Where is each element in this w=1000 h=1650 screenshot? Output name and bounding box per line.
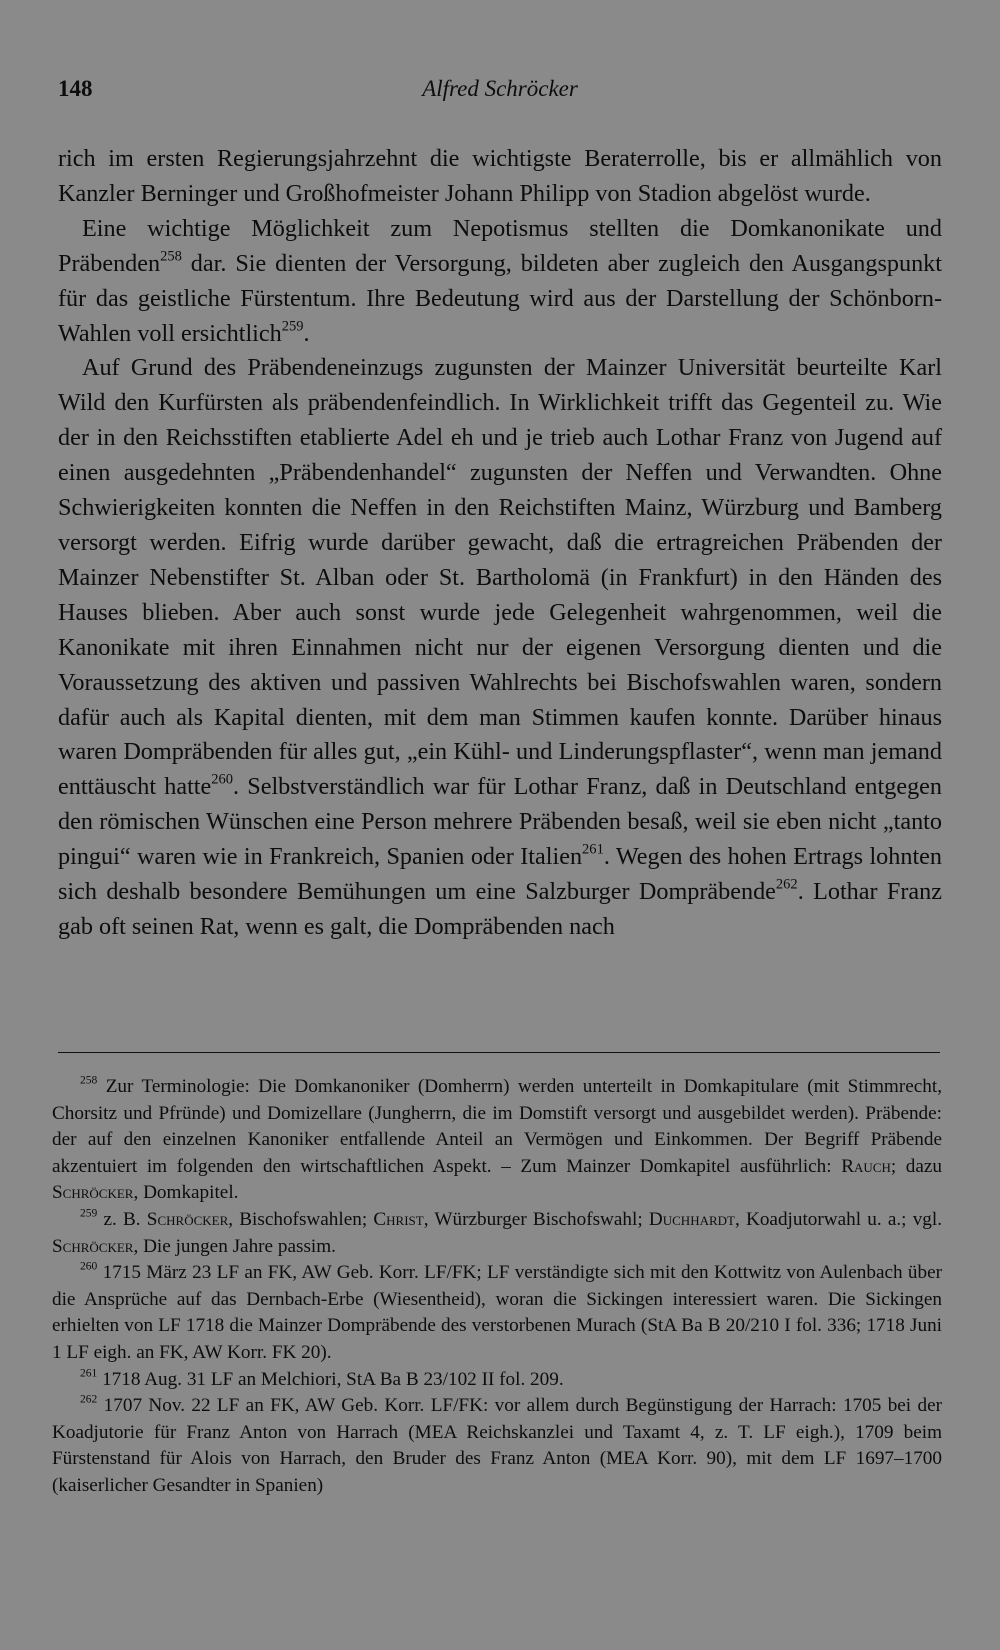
footnote-reference: 262 [775,876,798,893]
body-paragraph [58,351,942,944]
footnote-number: 261 [80,1367,98,1380]
footnote-divider [58,1052,940,1053]
text-run: 1715 März 23 LF an FK, AW Geb. Korr. LF/FK; LF verständigte sich mit den Kottwitz von Aulenbach über die Ansprüche auf das Dernbach-Erbe (Wiesentheid), woran die Sickingen interessiert waren. Die Sickingen erhielten von LF 1718 die Mainzer Dompräbende des verstorbenen Murach (StA Ba B 20/210 I fol. 336; 1718 Juni 1 LF eigh. an FK, AW Korr. FK 20). [52,1262,942,1363]
author-citation: Duchhardt [648,1208,735,1230]
footnote [52,1393,942,1499]
footnote [52,1207,942,1260]
footnote [52,1260,942,1366]
text-run: Auf Grund des Präbendeneinzugs zugunsten der Mainzer Universität beurteilte Karl Wild den Kurfürsten als präbendenfeindlich. In Wirklichkeit trifft das Gegenteil zu. Wie der in den Reichsstiften etablierte Adel eh und je trieb auch Lothar Franz von Jugend auf einen ausgedehnten „Präbendenhandel“ zugunsten der Neffen und Verwandten. Ohne Schwierigkeiten konnten die Neffen in den Reichstiften Mainz, Würzburg und Bamberg versorgt werden. Eifrig wurde darüber gewacht, daß die ertragreichen Präbenden der Mainzer Nebenstifter St. Alban oder St. Bartholomä (in Frankfurt) in den Händen des Hauses blieben. Aber auch sonst wurde jede Gelegenheit wahrgenommen, weil die Kanonikate mit ihren Einnahmen nicht nur der eigenen Versorgung dienten und die Voraussetzung des aktiven und passiven Wahlrechts bei Bischofswahlen waren, sondern dafür auch als Kapital dienten, mit dem man Stimmen kaufen konnte. Darüber hinaus waren Dompräbenden für alles gut, „ein Kühl- und Linderungspflaster“, wenn man jemand enttäuscht hatte [58,354,942,801]
text-run: , Koadjutorwahl u. a.; vgl. [734,1208,943,1230]
body-paragraph [58,212,942,352]
author-citation: Schröcker [52,1182,134,1204]
text-run: ; dazu [890,1155,942,1177]
text-run: . Selbstverständlich war für Lothar Franz, daß in Deutschland entgegen den römischen Wünschen eine Person mehrere Präbenden besaß, weil sie eben nicht „tanto pingui“ waren wie in Frankreich, Spanien oder Italien [58,773,942,871]
footnote-reference: 260 [211,771,234,788]
text-run: dar. Sie dienten der Versorgung, bildeten aber zugleich den Ausgangspunkt für das geistliche Fürstentum. Ihre Bedeutung wird aus der Darstellung der Schönborn-Wahlen voll ersichtlich [58,249,942,347]
text-run: Eine wichtige Möglichkeit zum Nepotismus stellten die Domkanonikate und Präbenden [58,214,942,277]
text-run: . Wegen des hohen Ertrags lohnten sich deshalb besondere Bemühungen um eine Salzburger Dompräbende [58,843,942,906]
text-run: . [303,319,310,347]
footnotes [52,1074,942,1500]
text-run: z. B. [103,1208,147,1230]
page-header [58,76,942,110]
text-run: 1718 Aug. 31 LF an Melchiori, StA Ba B 23/102 II fol. 209. [102,1368,564,1390]
text-run: , Die jungen Jahre passim. [133,1235,336,1257]
footnote-reference: 258 [160,248,182,265]
text-run: , Würzburger Bischofswahl; [423,1208,649,1230]
footnote-number: 258 [80,1074,98,1087]
footnote-number: 260 [80,1260,98,1273]
text-run: 1707 Nov. 22 LF an FK, AW Geb. Korr. LF/FK: vor allem durch Begünstigung der Harrach: 1705 bei der Koadjutorie für Franz Anton von Harrach (MEA Reichskanzlei und Taxamt 4, z. T. LF eigh.), 1709 beim Fürstenstand für Alois von Harrach, den Bruder des Franz Anton (MEA Korr. 90), mit dem LF 1697–1700 (kaiserlicher Gesandter in Spanien) [52,1395,942,1496]
text-run: . Lothar Franz gab oft seinen Rat, wenn es galt, die Dompräbenden nach [58,878,942,940]
body-paragraph [58,142,942,212]
footnote [52,1074,942,1207]
running-title: Alfred Schröcker [422,76,578,101]
page-number: 148 [58,76,93,101]
body-text [58,142,942,945]
footnote-number: 259 [80,1207,98,1220]
author-citation: Rauch [841,1155,891,1177]
text-run: rich im ersten Regierungsjahrzehnt die wichtigste Beraterrolle, bis er allmählich von Kanzler Berninger und Großhofmeister Johann Philipp von Stadion abgelöst wurde. [58,145,942,207]
footnote-reference: 259 [281,318,304,335]
footnote [52,1367,942,1394]
text-run: , Domkapitel. [133,1182,239,1204]
footnote-reference: 261 [582,841,604,858]
footnote-number: 262 [80,1393,98,1406]
text-run: , Bischofswahlen; [228,1208,374,1230]
author-citation: Christ [373,1208,424,1230]
author-citation: Schröcker [146,1208,229,1230]
author-citation: Schröcker [52,1235,134,1257]
text-run: Zur Terminologie: Die Domkanoniker (Domherrn) werden unterteilt in Domkapitulare (mit Stimmrecht, Chorsitz und Pfründe) und Domizellare (Jungherrn, die im Domstift versorgt und ausgebildet werden). Präbende: der auf den einzelnen Kanoniker entfallende Anteil an Vermögen und Einkommen. Der Begriff Präbende akzentuiert im folgenden den wirtschaftlichen Aspekt. – Zum Mainzer Domkapitel ausführlich: [52,1076,943,1177]
